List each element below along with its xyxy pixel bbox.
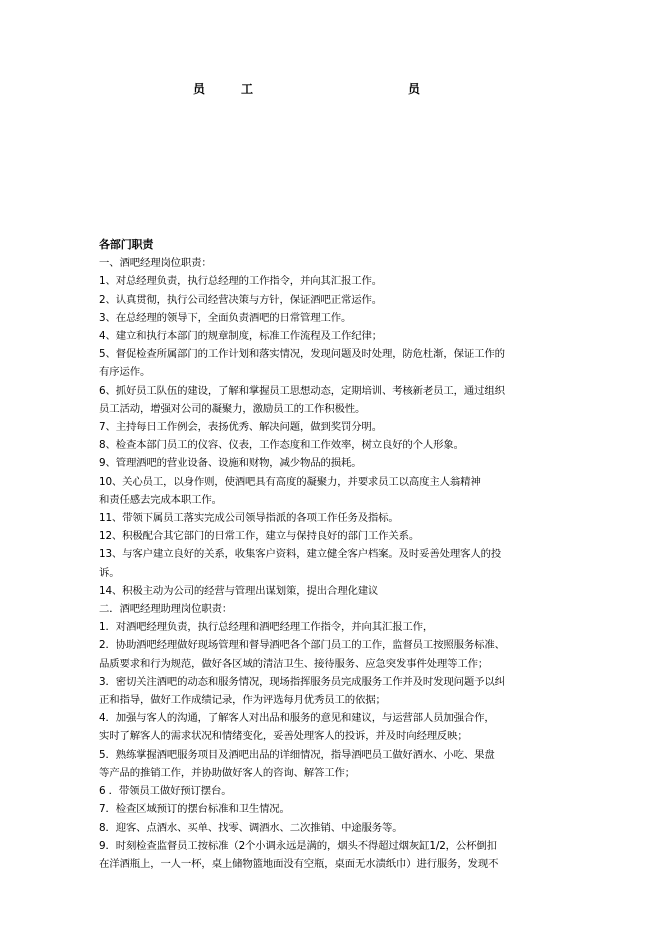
text-line: 二．酒吧经理助理岗位职责： [99,603,233,616]
text-line: 7、主持每日工作例会，表扬优秀、解决问题，做到奖罚分明。 [99,421,382,434]
text-line: 员工活动，增强对公司的凝聚力，激励员工的工作积极性。 [99,402,366,415]
text-line: 5、督促检查所属部门的工作计划和落实情况，发现问题及时处理，防危杜渐，保证工作的 [99,348,505,361]
text-line: 9、管理酒吧的营业设备、设施和财物，减少物品的损耗。 [99,457,362,470]
text-line: 在洋酒瓶上，一人一杯，桌上储物篮地面没有空瓶，桌面无水渍纸巾）进行服务，发现不 [99,857,499,870]
text-line: 3、在总经理的领导下，全面负责酒吧的日常管理工作。 [99,311,352,324]
text-line: 1、对总经理负责，执行总经理的工作指令，并向其汇报工作。 [99,275,382,288]
text-line: 4．加强与客人的沟通，了解客人对出品和服务的意见和建议，与运营部人员加强合作， [99,712,495,725]
document-title [0,80,662,100]
text-line: 品质要求和行为规范，做好各区域的清洁卫生、接待服务、应急突发事件处理等工作； [99,657,489,670]
text-line: 2、认真贯彻，执行公司经营决策与方针，保证酒吧正常运作。 [99,293,382,306]
text-line: 诉。 [99,566,120,579]
text-line: 13、与客户建立良好的关系，收集客户资料，建立健全客户档案。及时妥善处理客人的投 [99,548,502,561]
text-line: 11、带领下属员工落实完成公司领导指派的各项工作任务及指标。 [99,512,399,525]
text-line: 6、抓好员工队伍的建设，了解和掌握员工思想动态，定期培训、考核新老员工，通过组织 [99,384,505,397]
text-line: 5．熟练掌握酒吧服务项目及酒吧出品的详细情况，指导酒吧员工做好酒水、小吃、果盘 [99,748,495,761]
text-line: 8、检查本部门员工的仪容、仪表，工作态度和工作效率，树立良好的个人形象。 [99,439,464,452]
text-line: 实时了解客人的需求状况和情绪变化，妥善处理客人的投诉，并及时向经理反映； [99,730,468,743]
text-line: 7．检查区域预订的摆台标准和卫生情况。 [99,803,290,816]
text-line: 正和指导，做好工作成绩记录，作为评选每月优秀员工的依据； [99,694,386,707]
title-char-1: 员 [193,82,206,96]
text-line: 12、积极配合其它部门的日常工作，建立与保持良好的部门工作关系。 [99,530,420,543]
text-line: 等产品的推销工作，并协助做好客人的咨询、解答工作； [99,766,356,779]
text-line: 9．时刻检查监督员工按标准（2个小调永远是满的，烟头不得超过烟灰缸1/2，公杯倒扣 [99,839,497,852]
title-char-2: 工 [241,82,254,96]
text-line: 4、建立和执行本部门的规章制度，标准工作流程及工作纪律； [99,330,382,343]
text-line: 2．协助酒吧经理做好现场管理和督导酒吧各个部门员工的工作，监督员工按照服务标准、 [99,639,505,652]
text-line: 3．密切关注酒吧的动态和服务情况，现场指挥服务员完成服务工作并及时发现问题予以纠 [99,675,505,688]
text-line: 1．对酒吧经理负责，执行总经理和酒吧经理工作指令，并向其汇报工作， [99,621,434,634]
text-line: 6 ．带领员工做好预订摆台。 [99,785,232,798]
text-line: 8．迎客、点酒水、买单、找零、调酒水、二次推销、中途服务等。 [99,821,403,834]
title-char-3: 员 [408,82,421,96]
text-line: 一、酒吧经理岗位职责： [99,257,212,270]
text-line: 有序运作。 [99,366,151,379]
text-line: 14、积极主动为公司的经营与管理出谋划策，提出合理化建议 [99,584,379,597]
text-line: 10、关心员工，以身作则，使酒吧具有高度的凝聚力，并要求员工以高度主人翁精神 [99,475,481,488]
document-body [99,236,569,873]
section-heading: 各部门职责 [99,238,154,251]
text-line: 和责任感去完成本职工作。 [99,493,222,506]
body-lines [99,254,569,873]
